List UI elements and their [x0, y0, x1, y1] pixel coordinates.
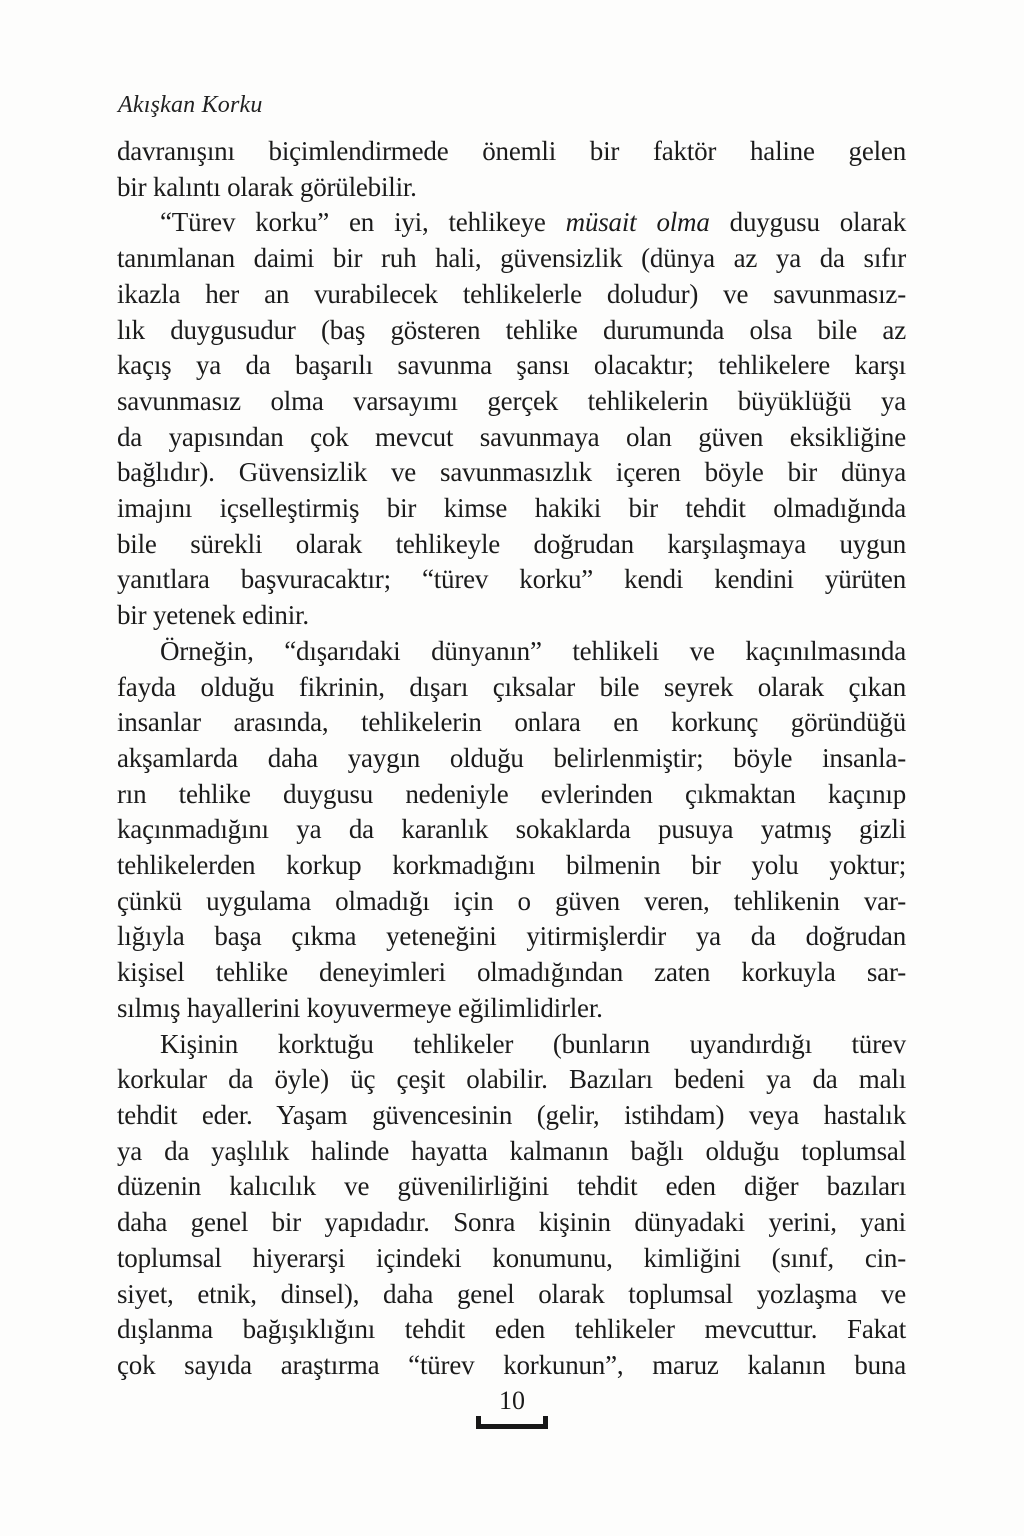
text-segment: tehlikelerden korkup korkmadığını bilmenin bir yolu yoktur;: [117, 850, 906, 881]
text-line: [117, 634, 906, 670]
text-segment: duygusu olarak: [709, 207, 906, 238]
text-line: [117, 1134, 906, 1170]
text-block: [117, 134, 906, 1384]
text-segment: savunmasız olma varsayımı gerçek tehlikelerin büyüklüğü ya: [117, 385, 906, 416]
text-line: [117, 1277, 906, 1313]
text-segment: bir yetenek edinir.: [117, 600, 309, 631]
page-number: 10: [499, 1386, 525, 1415]
text-line: [117, 991, 906, 1027]
text-segment: korkular da öyle) üç çeşit olabilir. Bazıları bedeni ya da malı: [117, 1064, 906, 1095]
text-line: [117, 670, 906, 706]
text-segment: çok sayıda araştırma “türev korkunun”, maruz kalanın buna: [117, 1349, 906, 1380]
paragraph: [117, 205, 906, 633]
text-line: [117, 170, 906, 206]
text-segment: daha genel bir yapıdadır. Sonra kişinin dünyadaki yerini, yani: [117, 1207, 906, 1238]
text-line: [117, 1312, 906, 1348]
text-line: [117, 1348, 906, 1384]
text-segment: bile sürekli olarak tehlikeyle doğrudan karşılaşmaya uygun: [117, 528, 906, 559]
text-segment: yanıtlara başvuracaktır; “türev korku” kendi kendini yürüten: [117, 564, 906, 595]
text-segment: lığıyla başa çıkma yeteneğini yitirmişlerdir ya da doğrudan: [117, 921, 906, 952]
text-line: [117, 919, 906, 955]
text-segment: ya da yaşlılık halinde hayatta kalmanın bağlı olduğu toplumsal: [117, 1135, 906, 1166]
text-line: [117, 777, 906, 813]
text-line: [117, 420, 906, 456]
text-line: [117, 1027, 906, 1063]
text-line: [117, 348, 906, 384]
text-line: [117, 241, 906, 277]
text-segment: dışlanma bağışıklığını tehdit eden tehlikeler mevcuttur. Fakat: [117, 1314, 906, 1345]
paragraph: [117, 1027, 906, 1384]
text-segment: insanlar arasında, tehlikelerin onlara en korkunç göründüğü: [117, 707, 906, 738]
page-footer: [0, 1388, 1024, 1429]
text-line: [117, 384, 906, 420]
text-line: [117, 1062, 906, 1098]
text-line: [117, 277, 906, 313]
text-line: [117, 205, 906, 241]
text-line: [117, 955, 906, 991]
text-segment: tehdit eder. Yaşam güvencesinin (gelir, istihdam) veya hastalık: [117, 1099, 906, 1130]
text-line: [117, 1098, 906, 1134]
paragraph: [117, 634, 906, 1027]
text-segment: lık duygusudur (baş gösteren tehlike durumunda olsa bile az: [117, 314, 906, 345]
text-segment: düzenin kalıcılık ve güvenilirliğini tehdit eden diğer bazıları: [117, 1171, 906, 1202]
paragraph: [117, 134, 906, 205]
text-line: [117, 741, 906, 777]
text-line: [117, 705, 906, 741]
text-line: [117, 812, 906, 848]
text-segment: kaçınmadığını ya da karanlık sokaklarda pusuya yatmış gizli: [117, 814, 906, 845]
text-segment: rın tehlike duygusu nedeniyle evlerinden çıkmaktan kaçınıp: [117, 778, 906, 809]
text-line: [117, 527, 906, 563]
page-number-rule-bar: [476, 1424, 548, 1429]
text-segment: tanımlanan daimi bir ruh hali, güvensizlik (dünya az ya da sıfır: [117, 243, 906, 274]
text-segment: bağlıdır). Güvensizlik ve savunmasızlık içeren böyle bir dünya: [117, 457, 906, 488]
text-line: [117, 313, 906, 349]
text-segment: imajını içselleştirmiş bir kimse hakiki bir tehdit olmadığında: [117, 493, 906, 524]
text-line: [117, 1241, 906, 1277]
text-segment: ikazla her an vurabilecek tehlikelerle doludur) ve savunmasız-: [117, 278, 906, 309]
text-segment: kişisel tehlike deneyimleri olmadığından zaten korkuyla sar-: [117, 957, 906, 988]
text-segment: fayda olduğu fikrinin, dışarı çıksalar bile seyrek olarak çıkan: [117, 671, 906, 702]
text-segment: çünkü uygulama olmadığı için o güven veren, tehlikenin var-: [117, 885, 906, 916]
italic-text-segment: müsait olma: [565, 207, 710, 238]
text-line: [117, 598, 906, 634]
text-line: [117, 1205, 906, 1241]
text-segment: Örneğin, “dışarıdaki dünyanın” tehlikeli ve kaçınılmasında: [160, 635, 906, 666]
text-line: [117, 884, 906, 920]
text-segment: da yapısından çok mevcut savunmaya olan güven eksikliğine: [117, 421, 906, 452]
text-segment: davranışını biçimlendirmede önemli bir faktör haline gelen: [117, 136, 906, 166]
text-segment: siyet, etnik, dinsel), daha genel olarak toplumsal yozlaşma ve: [117, 1278, 906, 1309]
text-line: [117, 562, 906, 598]
running-header: Akışkan Korku: [118, 92, 263, 118]
text-segment: toplumsal hiyerarşi içindeki konumunu, kimliğini (sınıf, cin-: [117, 1242, 906, 1273]
text-segment: “Türev korku” en iyi, tehlikeye: [160, 207, 566, 238]
text-segment: akşamlarda daha yaygın olduğu belirlenmiştir; böyle insanla-: [117, 742, 906, 773]
text-line: [117, 491, 906, 527]
text-line: [117, 134, 906, 170]
text-line: [117, 455, 906, 491]
text-segment: sılmış hayallerini koyuvermeye eğilimlidirler.: [117, 992, 603, 1023]
text-segment: bir kalıntı olarak görülebilir.: [117, 171, 417, 202]
text-line: [117, 1169, 906, 1205]
text-line: [117, 848, 906, 884]
text-segment: Kişinin korktuğu tehlikeler (bunların uyandırdığı türev: [160, 1028, 906, 1059]
text-segment: kaçış ya da başarılı savunma şansı olacaktır; tehlikelere karşı: [117, 350, 906, 381]
page-number-rule: [476, 1416, 548, 1429]
